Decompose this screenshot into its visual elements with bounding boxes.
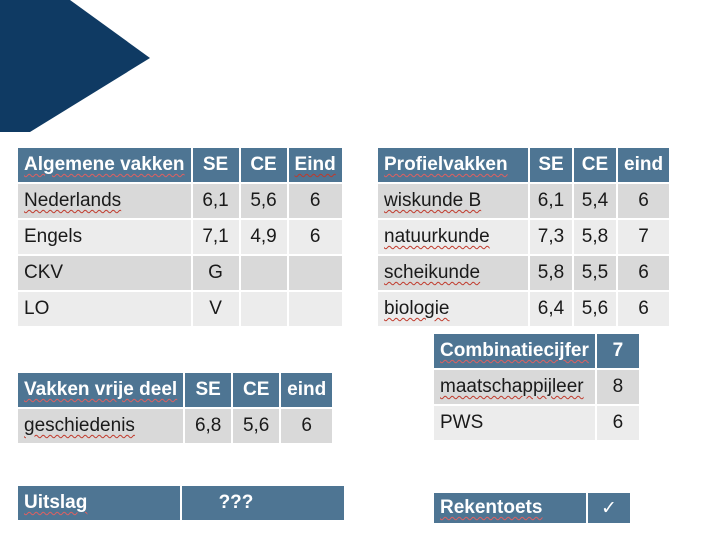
table-row [18, 409, 332, 443]
grade-cell [289, 292, 342, 326]
grade-cell: 6,1 [193, 184, 239, 218]
grade-cell: 6 [281, 409, 332, 443]
rekentoets-label: Rekentoets [434, 493, 586, 523]
check-icon: ✓ [588, 493, 630, 523]
grade-cell: 5,6 [574, 292, 616, 326]
grade-cell: 5,8 [574, 220, 616, 254]
subject-cell: Engels [18, 220, 191, 254]
table-row [18, 184, 342, 218]
table-row [18, 220, 342, 254]
table-row [434, 370, 639, 404]
header-cell: CE [233, 373, 279, 407]
grade-cell: 6,1 [530, 184, 572, 218]
table-row [18, 292, 342, 326]
header-cell: CE [574, 148, 616, 182]
table-header-row [434, 334, 639, 368]
profielvakken-table [376, 146, 671, 328]
grade-cell: 6,4 [530, 292, 572, 326]
header-cell: Eind [289, 148, 342, 182]
table-row [18, 256, 342, 290]
subject-cell: LO [18, 292, 191, 326]
grade-cell: 6 [618, 256, 669, 290]
grade-cell: 6 [289, 184, 342, 218]
header-cell: 7 [597, 334, 639, 368]
grade-cell: 8 [597, 370, 639, 404]
grade-cell: 6 [618, 292, 669, 326]
subject-cell: geschiedenis [18, 409, 183, 443]
header-cell: SE [530, 148, 572, 182]
grade-cell [289, 256, 342, 290]
header-cell: Algemene vakken [18, 148, 191, 182]
grade-cell: 5,4 [574, 184, 616, 218]
subject-cell: wiskunde B [378, 184, 528, 218]
table-header-row [18, 373, 332, 407]
header-cell: Profielvakken [378, 148, 528, 182]
table-header-row [18, 148, 342, 182]
uitslag-label: Uitslag [18, 486, 180, 520]
subject-cell: scheikunde [378, 256, 528, 290]
grade-cell: 6 [618, 184, 669, 218]
table-row [378, 184, 669, 218]
grade-cell [241, 292, 287, 326]
uitslag-value: ??? [182, 486, 344, 520]
grade-cell: 6 [289, 220, 342, 254]
table-row [378, 292, 669, 326]
header-cell: Combinatiecijfer [434, 334, 595, 368]
header-cell: SE [185, 373, 231, 407]
subject-cell: CKV [18, 256, 191, 290]
table-header-row [18, 486, 344, 520]
algemene-vakken-table [16, 146, 344, 328]
grade-cell: 4,9 [241, 220, 287, 254]
table-row [378, 256, 669, 290]
grade-cell: 5,6 [233, 409, 279, 443]
table-header-row [434, 493, 630, 523]
grade-cell: 5,8 [530, 256, 572, 290]
corner-decoration [0, 0, 150, 132]
subject-cell: maatschappijleer [434, 370, 595, 404]
grade-cell: G [193, 256, 239, 290]
header-cell: eind [618, 148, 669, 182]
grade-cell: V [193, 292, 239, 326]
grade-cell: 7 [618, 220, 669, 254]
combinatiecijfer-table [432, 332, 641, 442]
grade-cell: 6,8 [185, 409, 231, 443]
grade-cell: 7,3 [530, 220, 572, 254]
header-cell: eind [281, 373, 332, 407]
grade-cell [241, 256, 287, 290]
table-header-row [378, 148, 669, 182]
subject-cell: natuurkunde [378, 220, 528, 254]
grade-cell: 7,1 [193, 220, 239, 254]
vrije-deel-table [16, 371, 334, 445]
grade-cell: 6 [597, 406, 639, 440]
grade-cell: 5,5 [574, 256, 616, 290]
subject-cell: biologie [378, 292, 528, 326]
table-row [378, 220, 669, 254]
header-cell: SE [193, 148, 239, 182]
header-cell: CE [241, 148, 287, 182]
subject-cell: PWS [434, 406, 595, 440]
grade-cell: 5,6 [241, 184, 287, 218]
subject-cell: Nederlands [18, 184, 191, 218]
header-cell: Vakken vrije deel [18, 373, 183, 407]
table-row [434, 406, 639, 440]
uitslag-table [16, 484, 346, 522]
rekentoets-table [432, 491, 632, 525]
